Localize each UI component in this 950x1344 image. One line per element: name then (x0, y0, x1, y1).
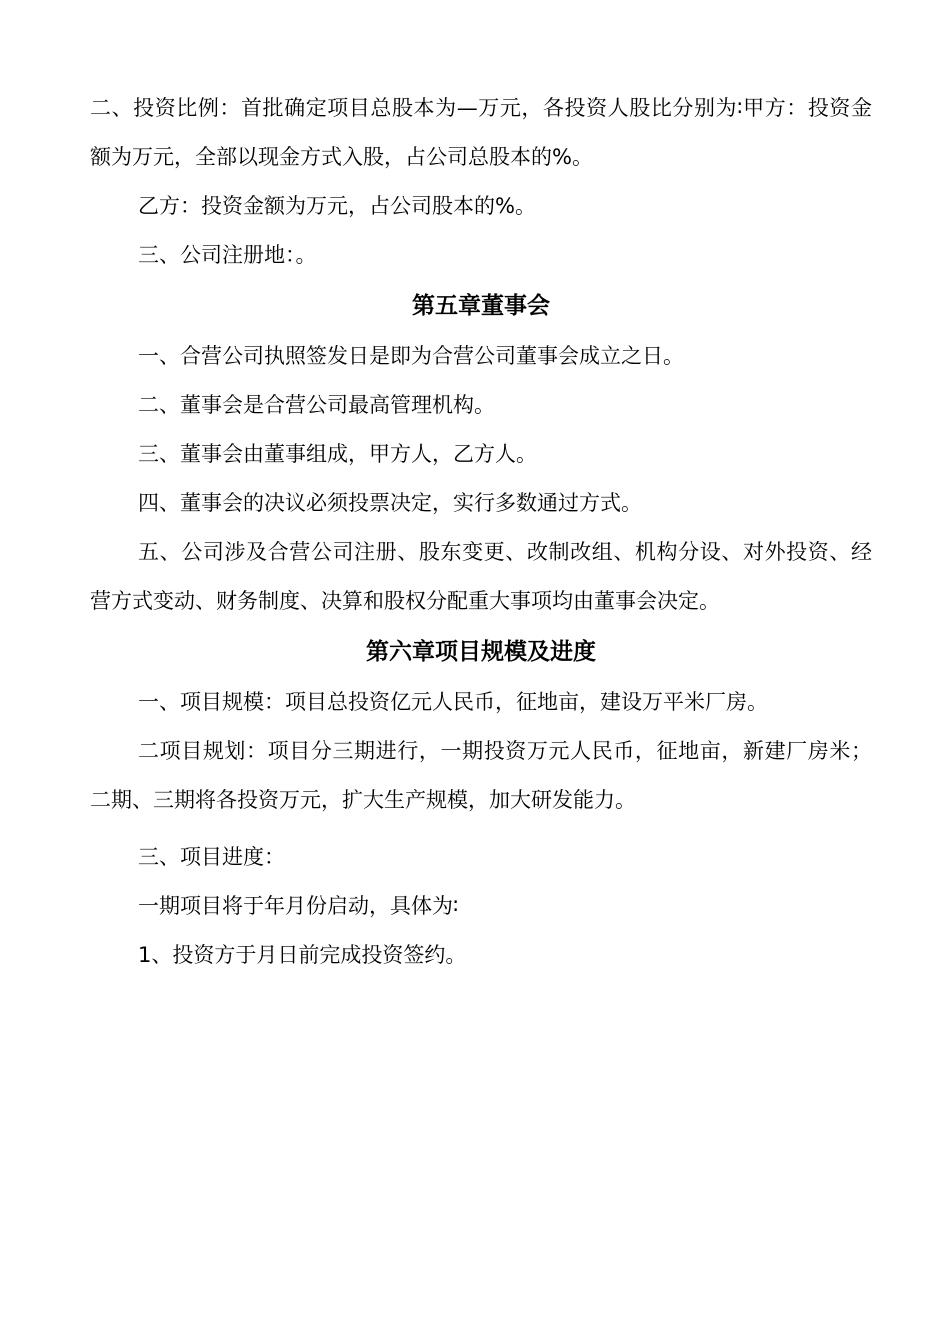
paragraph-party-b-investment: 乙方：投资金额为万元，占公司股本的%。 (138, 194, 536, 218)
paragraph-registration-place: 三、公司注册地：。 (138, 243, 317, 267)
paragraph-board-establishment: 一、合营公司执照签发日是即为合营公司董事会成立之日。 (138, 344, 684, 368)
paragraph-project-progress-title: 三、项目进度： (138, 845, 285, 869)
paragraph-board-voting: 四、董事会的决议必须投票决定，实行多数通过方式。 (138, 491, 642, 515)
paragraph-investment-ratio: 二、投资比例：首批确定项目总股本为—万元，各投资人股比分别为∶甲方：投资金额为万元，全部以现金方式入股，占公司总股本的%。 (90, 96, 872, 169)
document-body (90, 84, 872, 980)
paragraph-project-planning: 二项目规划：项目分三期进行，一期投资万元人民币，征地亩，新建厂房米；二期、三期将各投资万元，扩大生产规模，加大研发能力。 (90, 739, 872, 812)
chapter-heading-project-scale: 第六章项目规模及进度 (366, 639, 596, 665)
paragraph-board-decisions: 五、公司涉及合营公司注册、股东变更、改制改组、机构分设、对外投资、经营方式变动、财务制度、决算和股权分配重大事项均由董事会决定。 (90, 540, 872, 613)
chapter-heading-board: 第五章董事会 (412, 293, 550, 319)
paragraph-project-scale: 一、项目规模：项目总投资亿元人民币，征地亩，建设万平米厂房。 (138, 690, 768, 714)
list-item-investment-signing: 1、投资方于月日前完成投资签约。 (138, 943, 467, 967)
paragraph-board-authority: 二、董事会是合营公司最高管理机构。 (138, 393, 495, 417)
paragraph-board-composition: 三、董事会由董事组成，甲方人，乙方人。 (138, 442, 537, 466)
paragraph-phase-one-start: 一期项目将于年月份启动，具体为∶ (138, 894, 459, 918)
